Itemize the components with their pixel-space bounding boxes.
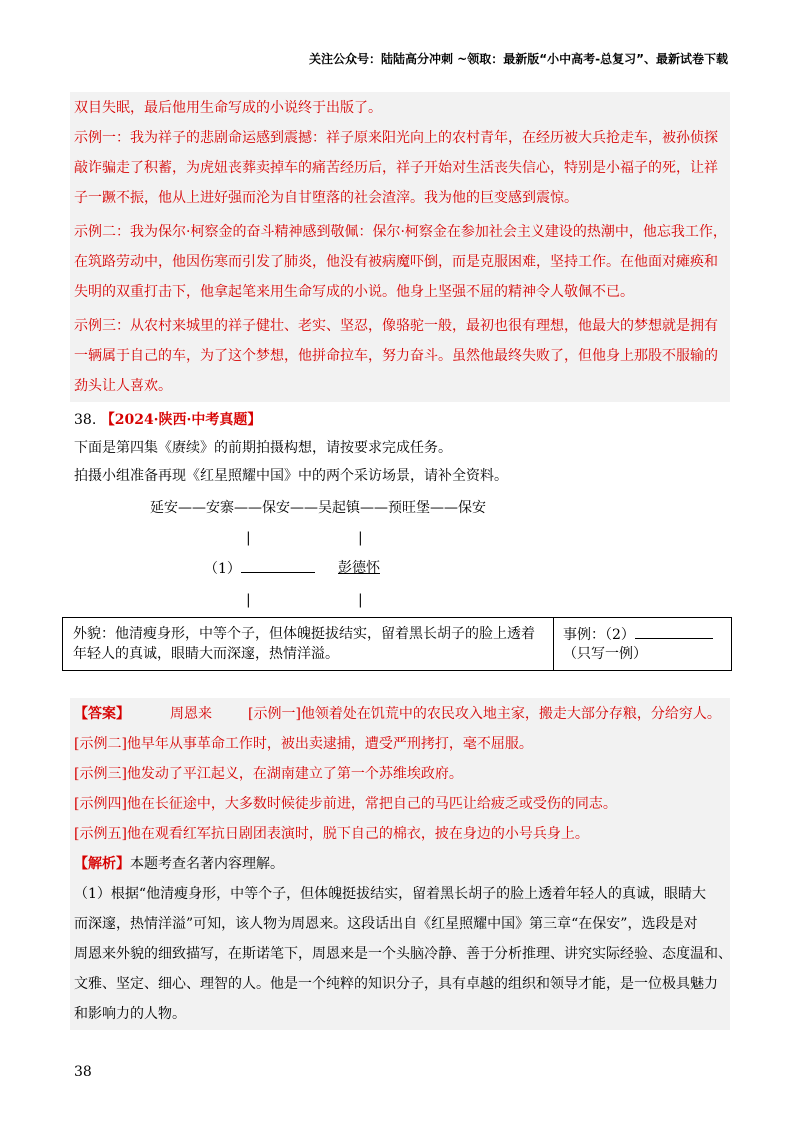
- question-source: 【2024·陕西·中考真题】: [100, 412, 262, 428]
- answer-line: 子一蹶不振，他从上进好强而沦为自甘堕落的社会渣滓。我为他的巨变感到震惊。: [74, 190, 578, 206]
- question-line2: 拍摄小组准备再现《红星照耀中国》中的两个采访场景，请补全资料。: [74, 468, 508, 484]
- example-line1: [563, 624, 713, 645]
- answer-line: 在筑路劳动中，他因伤寒而引发了肺炎，他没有被病魔吓倒，而是克服困难，坚持工作。在他面对瘫痪和: [74, 254, 718, 270]
- blank-2-line: [635, 624, 713, 639]
- route-connector: |: [246, 592, 251, 608]
- answer-line: 示例二：我为保尔·柯察金的奋斗精神感到敬佩：保尔·柯察金在参加社会主义建设的热潮中，他忘我工作，: [74, 224, 727, 240]
- analysis-line: 周恩来外貌的细致描写，在斯诺笔下，周恩来是一个头脑冷静、善于分析推理、讲究实际经验、态度温和、: [74, 946, 732, 962]
- blank-1: [204, 558, 315, 579]
- answer-tag: 【答案】: [74, 706, 130, 722]
- appearance-cell: [63, 618, 554, 670]
- answer-line: 一辆属于自己的车，为了这个梦想，他拼命拉车，努力奋斗。虽然他最终失败了，但他身上那股不服输的: [74, 348, 718, 364]
- answer-line: 劲头让人喜欢。: [74, 378, 172, 394]
- page-header: 关注公众号：陆陆高分冲刺 ~领取：最新版“小中高考-总复习”、最新试卷下载: [309, 52, 728, 66]
- answer-line: 双目失眠，最后他用生命写成的小说终于出版了。: [74, 100, 382, 116]
- person-peng: 彭德怀: [338, 560, 380, 576]
- appearance-line1: 外貌：他清瘦身形，中等个子，但体魄挺拔结实，留着黑长胡子的脸上透着: [73, 626, 535, 642]
- answer-line: 敲诈骗走了积蓄，为虎妞丧葬卖掉车的痛苦经历后，祥子开始对生活丧失信心，特别是小福子的死，让祥: [74, 160, 718, 176]
- question-heading: [74, 410, 261, 430]
- example-line2: （只写一例）: [563, 646, 647, 662]
- answer-line: 示例一：我为祥子的悲剧命运感到震撼：祥子原来阳光向上的农村青年，在经历被大兵抢走车，被孙侦探: [74, 130, 718, 146]
- example-label: 事例：（2）: [563, 627, 635, 643]
- answer-name: 周恩来: [170, 706, 212, 722]
- analysis-line: 和影响力的人物。: [74, 1006, 186, 1022]
- route-connector: |: [358, 592, 363, 608]
- answer-example3: [示例三]他发动了平江起义，在湖南建立了第一个苏维埃政府。: [74, 766, 463, 782]
- answer-first-line: [74, 704, 721, 724]
- analysis-tag: 【解析】: [74, 856, 130, 872]
- route-connector: |: [246, 530, 251, 546]
- blank-1-label: （1）: [204, 561, 241, 577]
- page-number: 38: [74, 1064, 92, 1080]
- blank-1-line: [241, 558, 315, 573]
- answer-line: 示例三：从农村来城里的祥子健壮、老实、坚忍，像骆驼一般，最初也很有理想，他最大的梦想就是拥有: [74, 318, 718, 334]
- answer-example5: [示例五]他在观看红军抗日剧团表演时，脱下自己的棉衣，披在身边的小号兵身上。: [74, 826, 589, 842]
- analysis-line: （1）根据“他清瘦身形，中等个子，但体魄挺拔结实，留着黑长胡子的脸上透着年轻人的真诚，眼睛大: [74, 886, 707, 902]
- question-line1: 下面是第四集《赓续》的前期拍摄构想，请按要求完成任务。: [74, 440, 452, 456]
- analysis-intro: 本题考查名著内容理解。: [130, 856, 284, 872]
- answer-line: 失明的双重打击下，他拿起笔来用生命写成的小说。他身上坚强不屈的精神令人敬佩不已。: [74, 284, 634, 300]
- analysis-line: 而深邃，热情洋溢”可知，该人物为周恩来。这段话出自《红星照耀中国》第三章“在保安”，选段是对: [74, 916, 698, 932]
- analysis-line: 文雅、坚定、细心、理智的人。他是一个纯粹的知识分子，具有卓越的组织和领导才能，是一位极具魅力: [74, 976, 718, 992]
- answer-example4: [示例四]他在长征途中，大多数时候徒步前进，常把自己的马匹让给疲乏或受伤的同志。: [74, 796, 617, 812]
- answer-example1: [示例一]他领着处在饥荒中的农民攻入地主家，搬走大部分存粮，分给穷人。: [248, 706, 721, 722]
- question-number: 38.: [74, 412, 97, 428]
- info-table: [62, 617, 732, 671]
- answer-example2: [示例二]他早年从事革命工作时，被出卖逮捕，遭受严刑拷打，毫不屈服。: [74, 736, 533, 752]
- route-connector: |: [358, 530, 363, 546]
- route-line: 延安——安寨——保安——吴起镇——预旺堡——保安: [150, 500, 486, 516]
- analysis-heading: [74, 854, 284, 874]
- appearance-line2: 年轻人的真诚，眼睛大而深邃，热情洋溢。: [73, 646, 339, 662]
